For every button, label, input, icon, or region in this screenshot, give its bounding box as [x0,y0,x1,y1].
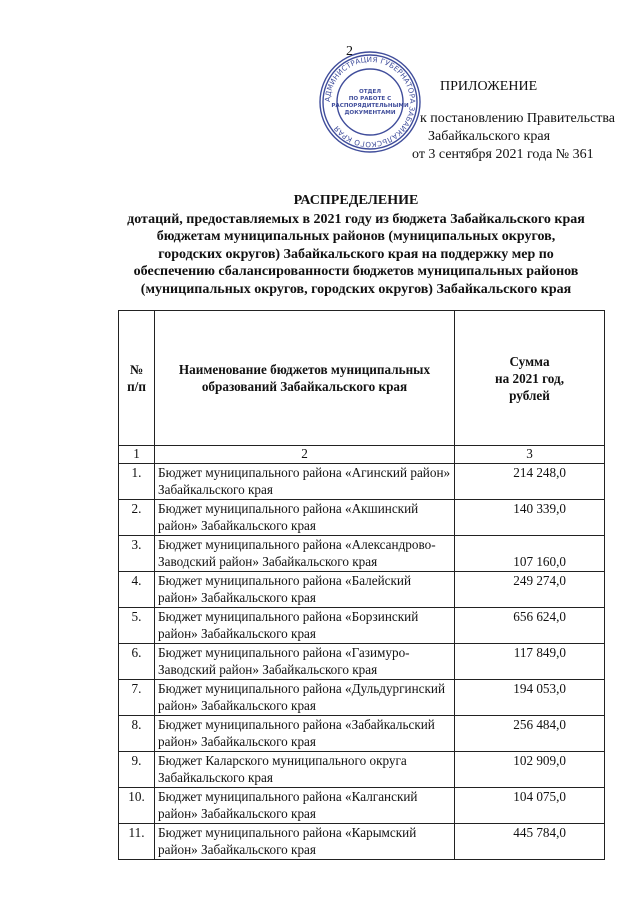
row-number: 1. [119,464,155,500]
column-number-row [119,446,605,464]
table-row [119,680,605,716]
row-budget-name: Бюджет муниципального района «Калганский район» Забайкальского края [155,788,455,824]
heading-line: (муниципальных округов, городских округов) Забайкальского края [140,281,572,297]
row-sum: 249 274,0 [455,572,605,608]
table-row [119,824,605,860]
row-budget-name: Бюджет муниципального района «Акшинский район» Забайкальского края [155,500,455,536]
row-number: 3. [119,536,155,572]
table-header-row [119,311,605,446]
svg-text:АДМИНИСТРАЦИЯ ГУБЕРНАТОРА ЗАБА: АДМИНИСТРАЦИЯ ГУБЕРНАТОРА ЗАБАЙКАЛЬСКОГО КРАЯ [322,54,418,150]
column-number: 1 [119,446,155,464]
allocation-table [118,310,605,860]
appendix-block [412,78,616,164]
row-number: 9. [119,752,155,788]
row-number: 7. [119,680,155,716]
official-stamp [318,50,422,154]
svg-text:РАСПОРЯДИТЕЛЬНЫМИ: РАСПОРЯДИТЕЛЬНЫМИ [331,103,409,109]
row-number: 2. [119,500,155,536]
heading-line: бюджетам муниципальных районов (муниципальных округов, [156,229,556,245]
row-budget-name: Бюджет муниципального района «Дульдургинский район» Забайкальского края [155,680,455,716]
document-heading [92,192,620,299]
row-budget-name: Бюджет муниципального района «Карымский район» Забайкальского края [155,824,455,860]
table-row [119,788,605,824]
row-sum: 117 849,0 [455,644,605,680]
table-row [119,464,605,500]
row-number: 11. [119,824,155,860]
heading-line: дотаций, предоставляемых в 2021 году из бюджета Забайкальского края [127,211,585,227]
row-number: 6. [119,644,155,680]
row-budget-name: Бюджет муниципального района «Агинский район» Забайкальского края [155,464,455,500]
row-sum: 194 053,0 [455,680,605,716]
svg-text:ПО РАБОТЕ С: ПО РАБОТЕ С [348,96,392,102]
heading-line: обеспечению сбалансированности бюджетов муниципальных районов [133,264,579,280]
table-row [119,572,605,608]
row-sum: 107 160,0 [455,536,605,572]
row-sum: 214 248,0 [455,464,605,500]
row-budget-name: Бюджет Каларского муниципального округа Забайкальского края [155,752,455,788]
svg-text:ДОКУМЕНТАМИ: ДОКУМЕНТАМИ [344,110,396,116]
row-number: 8. [119,716,155,752]
header-sum: Сумма на 2021 год, рублей [455,311,605,446]
appendix-line-3: от 3 сентября 2021 года № 361 [412,147,594,162]
heading-line: городских округов) Забайкальского края на поддержку мер по [158,246,554,262]
row-budget-name: Бюджет муниципального района «Александрово-Заводский район» Забайкальского края [155,536,455,572]
table-row [119,500,605,536]
row-sum: 445 784,0 [455,824,605,860]
row-number: 5. [119,608,155,644]
table-row [119,608,605,644]
row-budget-name: Бюджет муниципального района «Борзинский район» Забайкальского края [155,608,455,644]
table-row [119,644,605,680]
document-title: РАСПРЕДЕЛЕНИЕ [293,193,419,208]
row-number: 10. [119,788,155,824]
row-budget-name: Бюджет муниципального района «Газимуро-Заводский район» Забайкальского края [155,644,455,680]
appendix-line-1: к постановлению Правительства [420,111,616,126]
svg-text:ОТДЕЛ: ОТДЕЛ [358,89,382,95]
header-name: Наименование бюджетов муниципальных образований Забайкальского края [155,311,455,446]
row-sum: 256 484,0 [455,716,605,752]
row-budget-name: Бюджет муниципального района «Забайкальский район» Забайкальского края [155,716,455,752]
row-sum: 140 339,0 [455,500,605,536]
row-sum: 104 075,0 [455,788,605,824]
header-number: № п/п [119,311,155,446]
table-row [119,536,605,572]
page-number: 2 [346,44,353,59]
row-number: 4. [119,572,155,608]
row-sum: 656 624,0 [455,608,605,644]
column-number: 2 [155,446,455,464]
appendix-title: ПРИЛОЖЕНИЕ [440,79,538,94]
column-number: 3 [455,446,605,464]
appendix-line-2: Забайкальского края [428,129,551,144]
row-sum: 102 909,0 [455,752,605,788]
row-budget-name: Бюджет муниципального района «Балейский район» Забайкальского края [155,572,455,608]
table-row [119,752,605,788]
table-row [119,716,605,752]
